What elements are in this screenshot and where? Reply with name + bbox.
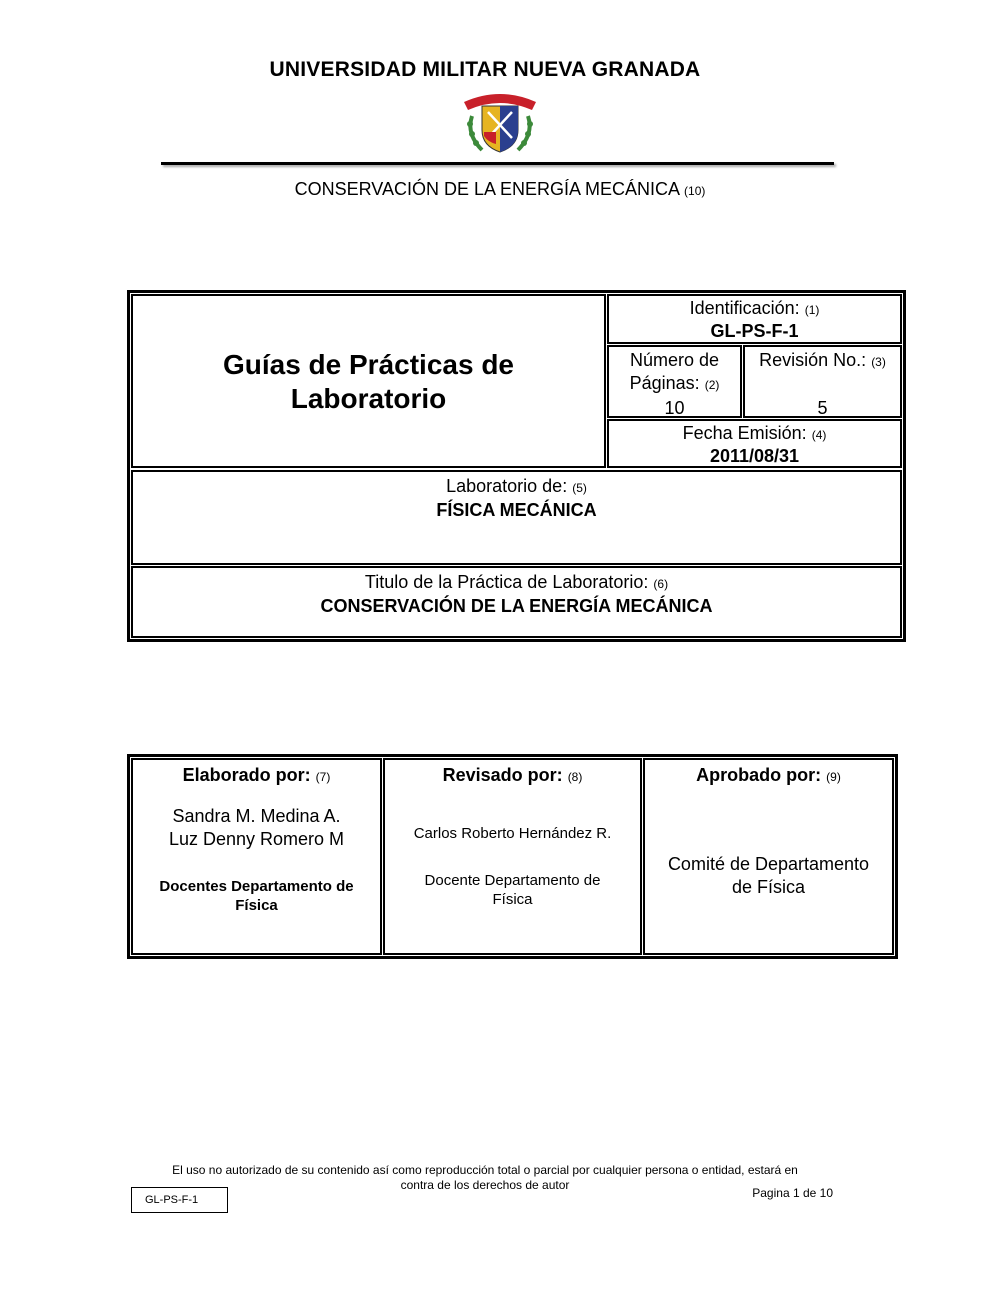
reference-number: (5): [572, 481, 587, 495]
elaborado-cell: [131, 758, 382, 955]
reference-number: (8): [567, 770, 583, 784]
document-subtitle: CONSERVACIÓN DE LA ENERGÍA MECÁNICA (10): [294, 179, 706, 199]
reference-number: (1): [804, 303, 820, 317]
main-title-line2: Laboratorio: [290, 383, 447, 414]
fecha-cell: [607, 419, 902, 468]
aprobado-value-line1: Comité de Departamento: [667, 854, 870, 874]
paginas-label-line1: Número de: [629, 350, 720, 370]
reference-number: (6): [653, 577, 669, 591]
fecha-value: 2011/08/31: [709, 446, 800, 466]
laboratorio-cell: [131, 470, 902, 565]
copyright-notice-line1: El uso no autorizado de su contenido así como reproducción total o parcial por cualquier persona o entidad, estará en: [172, 1163, 798, 1177]
aprobado-label: Aprobado por:: [696, 765, 822, 785]
page-number: Pagina 1 de 10: [752, 1186, 833, 1200]
footer-code: GL-PS-F-1: [145, 1194, 199, 1206]
header-divider: [161, 162, 834, 165]
revision-value: 5: [817, 398, 828, 418]
reference-number: (4): [811, 428, 827, 442]
paginas-value: 10: [664, 398, 685, 418]
revisado-role-line1: Docente Departamento de: [424, 872, 601, 889]
identificacion-cell: [607, 294, 902, 344]
fecha-label: Fecha Emisión:: [682, 423, 807, 443]
elaborado-name-2: Luz Denny Romero M: [168, 829, 345, 849]
aprobado-value-line2: de Física: [731, 877, 806, 897]
paginas-cell: [607, 345, 742, 418]
elaborado-name-1: Sandra M. Medina A.: [172, 806, 341, 826]
elaborado-role-line2: Física: [235, 897, 278, 914]
copyright-notice-line2: contra de los derechos de autor: [400, 1178, 570, 1192]
revision-cell: [743, 345, 902, 418]
titulo-cell: [131, 566, 902, 638]
footer-code-box: [131, 1187, 228, 1213]
revisado-label: Revisado por:: [442, 765, 563, 785]
aprobado-cell: [643, 758, 894, 955]
revisado-name: Carlos Roberto Hernández R.: [413, 825, 612, 842]
elaborado-label: Elaborado por:: [182, 765, 311, 785]
identificacion-value: GL-PS-F-1: [710, 321, 799, 341]
reference-number: (3): [871, 355, 886, 369]
revisado-role-line2: Física: [492, 891, 533, 908]
revision-label: Revisión No.:: [759, 350, 867, 370]
reference-number: (10): [684, 184, 706, 198]
paginas-label-line2: Páginas:: [629, 373, 700, 393]
revisado-cell: [383, 758, 642, 955]
university-crest-icon: [458, 86, 542, 156]
identificacion-label: Identificación:: [689, 298, 800, 318]
laboratorio-label: Laboratorio de:: [446, 476, 568, 496]
laboratorio-value: FÍSICA MECÁNICA: [436, 500, 597, 520]
reference-number: (7): [315, 770, 331, 784]
titulo-label: Titulo de la Práctica de Laboratorio:: [364, 572, 649, 592]
titulo-value: CONSERVACIÓN DE LA ENERGÍA MECÁNICA: [320, 596, 713, 616]
university-name: UNIVERSIDAD MILITAR NUEVA GRANADA: [269, 58, 701, 81]
main-title-cell: [131, 294, 606, 468]
elaborado-role-line1: Docentes Departamento de: [159, 878, 354, 895]
reference-number: (9): [826, 770, 841, 784]
main-title-line1: Guías de Prácticas de: [222, 349, 515, 380]
reference-number: (2): [704, 378, 720, 392]
